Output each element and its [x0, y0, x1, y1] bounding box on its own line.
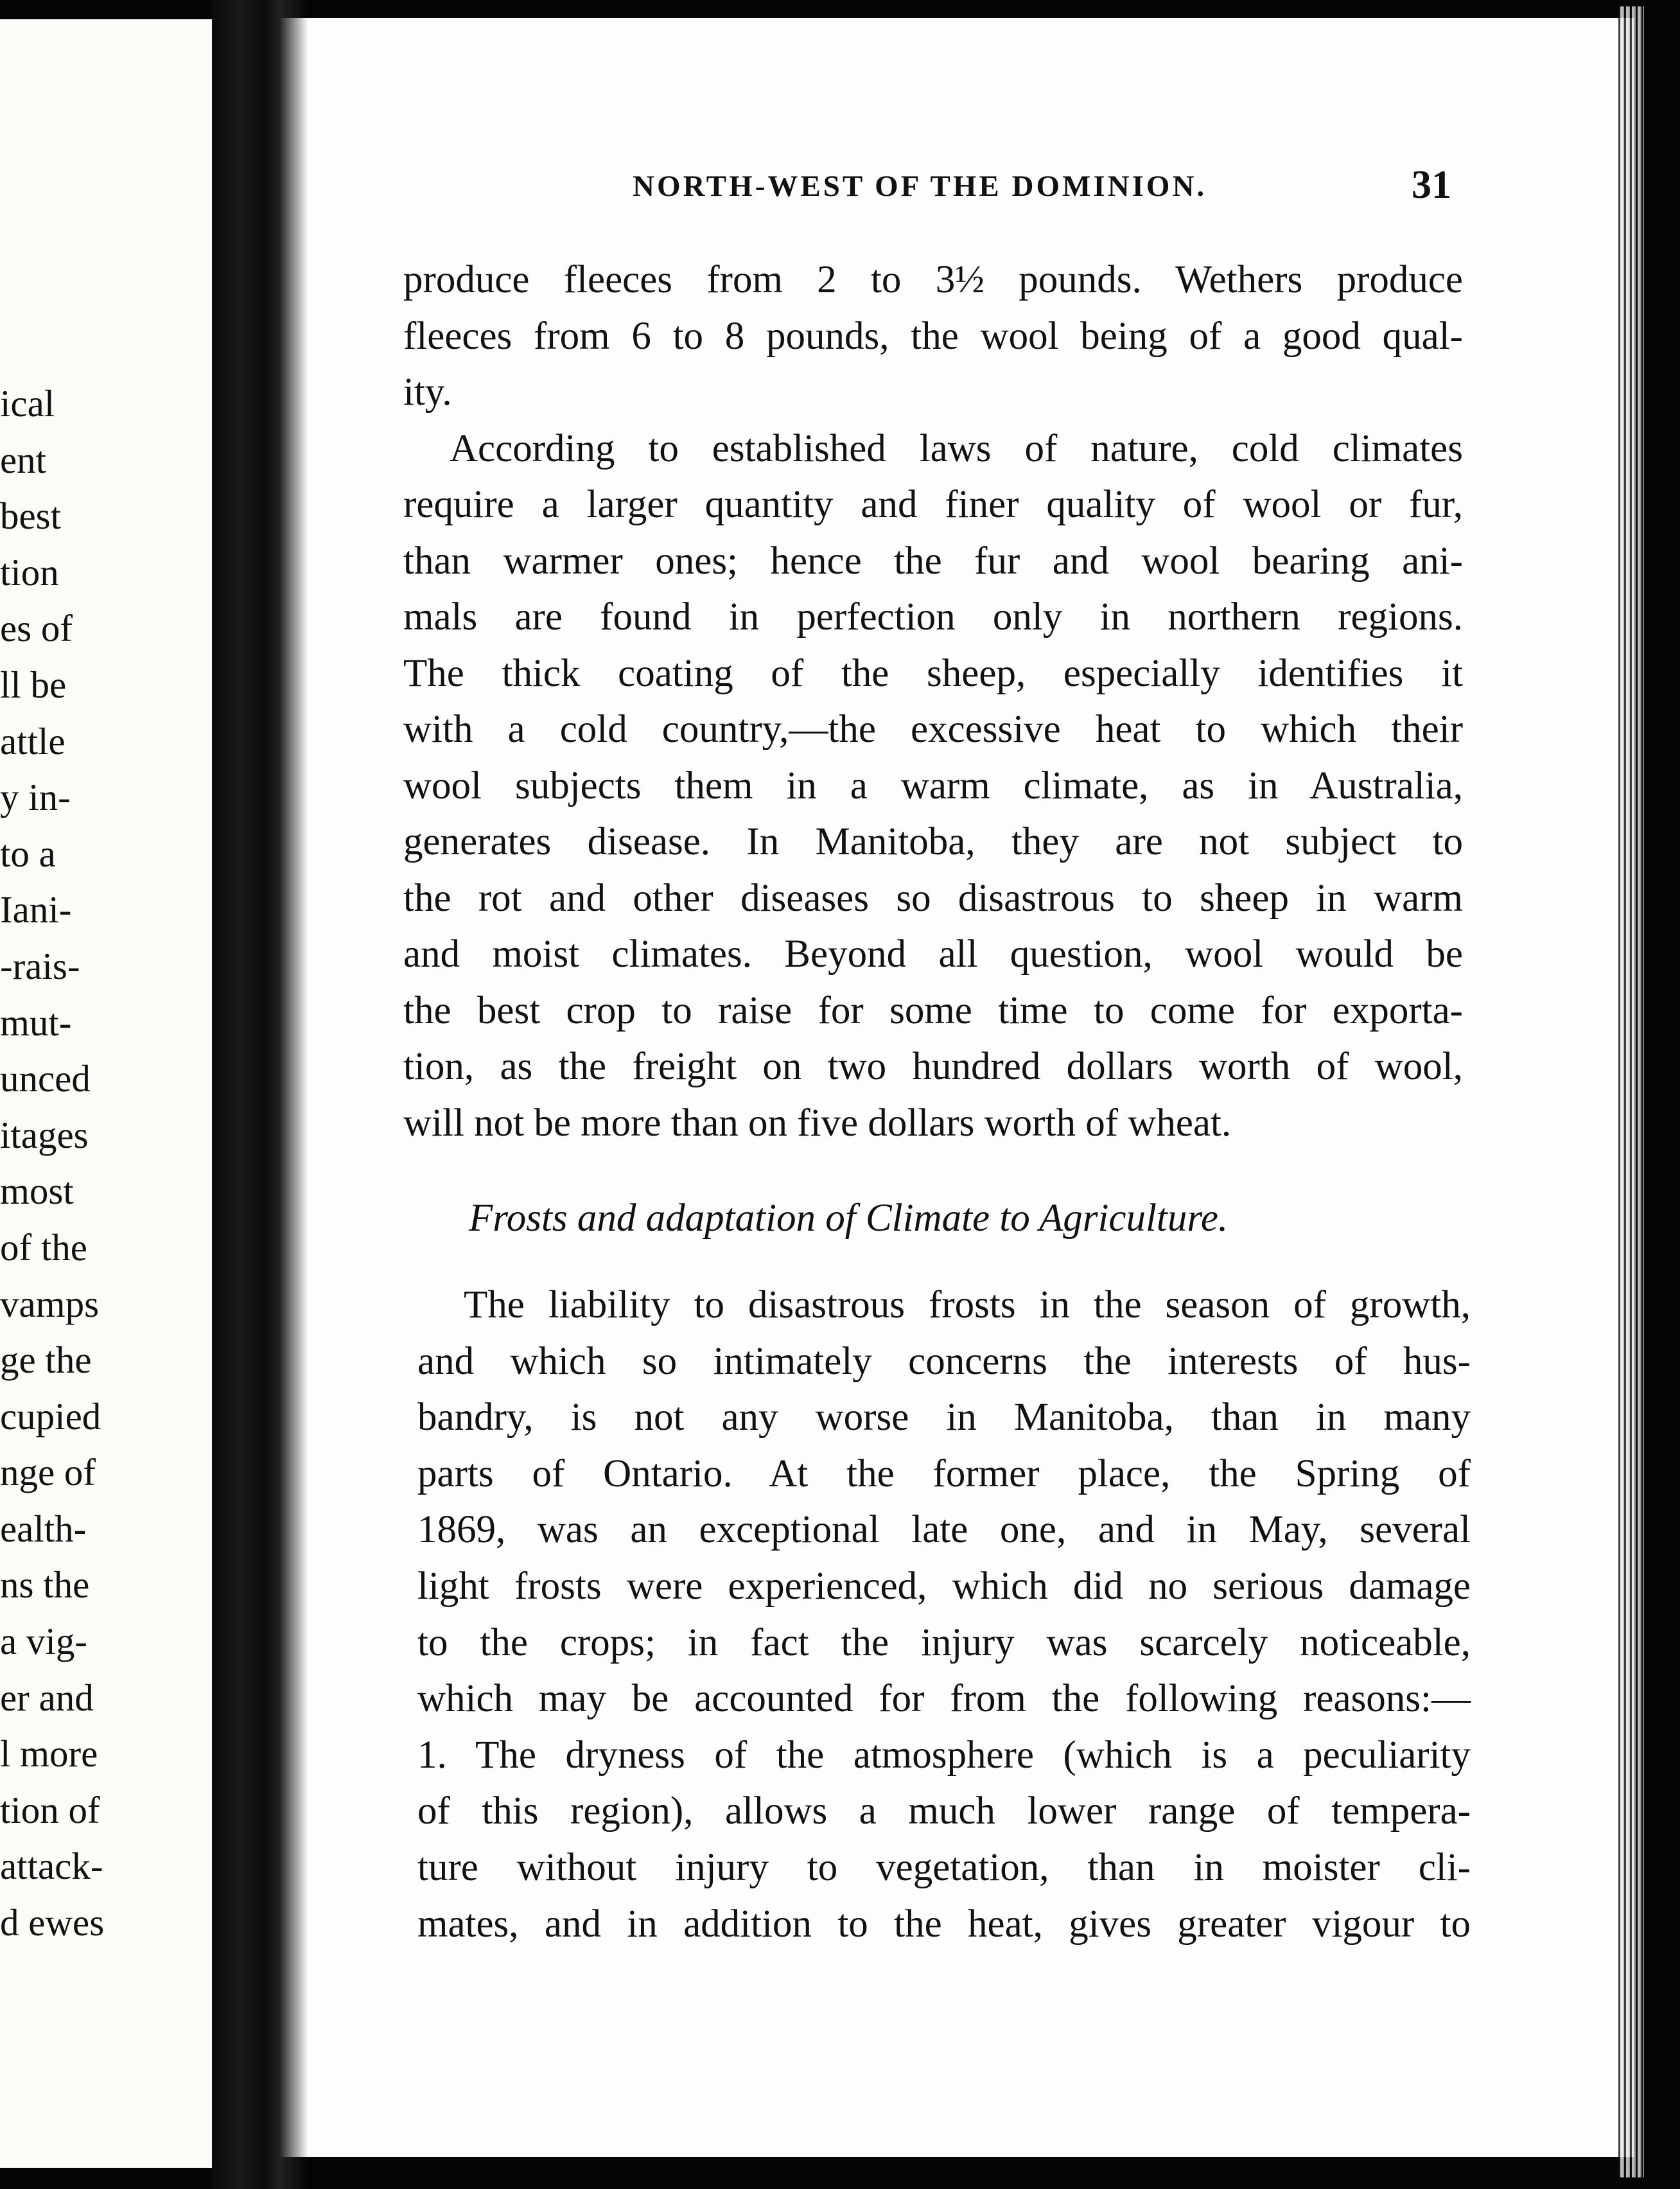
- facing-line: a vig-: [0, 1620, 87, 1663]
- facing-line: to a: [0, 832, 56, 875]
- text-line: mals are found in perfection only in northern regions.: [403, 595, 1463, 638]
- text-line: ture without injury to vegetation, than in moister cli-: [417, 1845, 1471, 1889]
- facing-line: mut-: [0, 1001, 72, 1044]
- facing-line: nge of: [0, 1451, 96, 1494]
- binding-gutter: [212, 0, 308, 2189]
- text-line: which may be accounted for from the following reasons:—: [417, 1677, 1471, 1721]
- facing-line: l more: [0, 1732, 98, 1775]
- page-number: 31: [1412, 163, 1451, 207]
- text-line: to the crops; in fact the injury was scarcely noticeable,: [417, 1621, 1471, 1664]
- text-line: tion, as the freight on two hundred dollars worth of wool,: [403, 1045, 1463, 1088]
- text-line: wool subjects them in a warm climate, as in Australia,: [403, 764, 1463, 807]
- text-line: ity.: [403, 371, 452, 414]
- text-line: the best crop to raise for some time to come for exporta-: [403, 989, 1463, 1032]
- page-edge-stack: [1618, 6, 1644, 2177]
- text-line: mates, and in addition to the heat, gives greater vigour to: [417, 1902, 1471, 1946]
- facing-line: y in-: [0, 776, 71, 819]
- facing-line: d ewes: [0, 1901, 105, 1944]
- facing-line: attack-: [0, 1845, 103, 1888]
- facing-page-text: [0, 376, 104, 1951]
- text-line: parts of Ontario. At the former place, the Spring of: [417, 1452, 1471, 1495]
- facing-line: of the: [0, 1226, 87, 1269]
- text-line: require a larger quantity and finer quality of wool or fur,: [403, 483, 1463, 526]
- facing-line: tion: [0, 550, 59, 593]
- text-line: bandry, is not any worse in Manitoba, than in many: [417, 1396, 1471, 1439]
- facing-line: -rais-: [0, 944, 80, 987]
- text-line: 1869, was an exceptional late one, and in May, several: [417, 1508, 1471, 1552]
- facing-line: attle: [0, 719, 66, 762]
- facing-page-left: [0, 19, 222, 2168]
- facing-line: ll be: [0, 663, 67, 706]
- facing-line: Iani-: [0, 888, 72, 931]
- facing-line: itages: [0, 1113, 89, 1156]
- text-line: than warmer ones; hence the fur and wool bearing ani-: [403, 539, 1463, 583]
- facing-line: unced: [0, 1057, 91, 1100]
- facing-line: tion of: [0, 1788, 100, 1831]
- facing-line: er and: [0, 1676, 94, 1719]
- text-line: fleeces from 6 to 8 pounds, the wool being of a good qual-: [403, 314, 1463, 358]
- running-head: NORTH-WEST OF THE DOMINION.: [633, 170, 1207, 203]
- text-line: According to established laws of nature, cold climates: [450, 426, 1463, 470]
- section-heading: Frosts and adaptation of Climate to Agriculture.: [469, 1197, 1229, 1240]
- body-text: [403, 252, 1463, 1151]
- text-line: light frosts were experienced, which did no serious damage: [417, 1564, 1471, 1608]
- text-line: 1. The dryness of the atmosphere (which is a peculiarity: [417, 1733, 1471, 1777]
- text-line: The liability to disastrous frosts in the season of growth,: [464, 1283, 1471, 1326]
- facing-line: ge the: [0, 1339, 92, 1382]
- text-line: generates disease. In Manitoba, they are not subject to: [403, 820, 1463, 863]
- facing-line: ical: [0, 382, 55, 425]
- facing-line: vamps: [0, 1282, 100, 1325]
- facing-line: ealth-: [0, 1507, 87, 1550]
- facing-line: ns the: [0, 1563, 90, 1606]
- facing-line: most: [0, 1170, 74, 1213]
- facing-line: best: [0, 495, 62, 538]
- text-line: of this region), allows a much lower range of tempera-: [417, 1789, 1471, 1833]
- text-line: and moist climates. Beyond all question, wool would be: [403, 933, 1463, 976]
- facing-line: cupied: [0, 1394, 101, 1437]
- facing-line: es of: [0, 607, 73, 650]
- text-line: and which so intimately concerns the interests of hus-: [417, 1339, 1471, 1383]
- text-line: the rot and other diseases so disastrous to sheep in warm: [403, 876, 1463, 920]
- text-line: produce fleeces from 2 to 3½ pounds. Wethers produce: [403, 258, 1463, 301]
- facing-line: ent: [0, 438, 47, 481]
- text-line: will not be more than on five dollars worth of wheat.: [403, 1101, 1232, 1145]
- body-text-continued: [417, 1277, 1471, 1952]
- text-line: The thick coating of the sheep, especially identifies it: [403, 651, 1463, 695]
- text-line: with a cold country,—the excessive heat to which their: [403, 708, 1463, 751]
